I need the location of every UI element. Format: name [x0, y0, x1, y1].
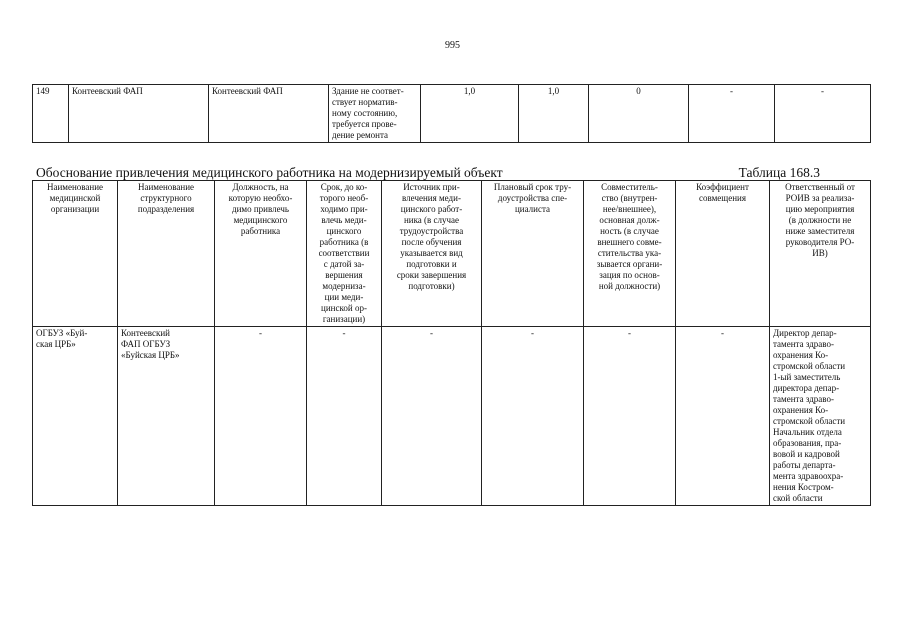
- header-line: цинской ор-: [321, 303, 367, 313]
- unit-name: Контеевский ФАП: [209, 85, 329, 143]
- header-line: (в должности не: [788, 215, 852, 225]
- responsible-line: охранения Ко-: [773, 350, 829, 360]
- header-line: ганизации): [322, 314, 366, 324]
- header-line: Наименование: [137, 182, 195, 192]
- header-cell: [584, 181, 676, 327]
- planned-cell: -: [482, 327, 584, 506]
- header-line: торого необ-: [319, 193, 369, 203]
- header-line: организации: [50, 204, 100, 214]
- responsible-line: работы департа-: [773, 460, 836, 470]
- header-line: Плановый срок тру-: [493, 182, 572, 192]
- header-line: медицинского: [233, 215, 288, 225]
- header-line: совмещения: [699, 193, 746, 203]
- responsible-line: стромской области: [773, 361, 846, 371]
- header-line: руководителя РО-: [785, 237, 855, 247]
- header-cell: [382, 181, 482, 327]
- page-number: 995: [445, 40, 460, 51]
- header-line: цинского: [326, 226, 362, 236]
- header-line: цию мероприятия: [785, 204, 855, 214]
- header-cell: [215, 181, 307, 327]
- unit-line: Контеевский: [121, 328, 170, 338]
- combination-cell: -: [584, 327, 676, 506]
- header-line: ной должности): [598, 281, 661, 291]
- table-row: [33, 85, 871, 143]
- responsible-line: тамента здраво-: [773, 394, 834, 404]
- unit-line: ФАП ОГБУЗ: [121, 339, 171, 349]
- header-line: Должность, на: [232, 182, 289, 192]
- header-line: сроки завершения: [396, 270, 467, 280]
- position-cell: -: [215, 327, 307, 506]
- header-line: ность (в случае: [600, 226, 659, 236]
- header-line: димо привлечь: [232, 204, 289, 214]
- responsible-line: Начальник отдела: [773, 427, 842, 437]
- header-line: работника (в: [319, 237, 369, 247]
- org-name: Контеевский ФАП: [69, 85, 209, 143]
- org-cell: [33, 327, 118, 506]
- header-line: указывается вид: [400, 248, 463, 258]
- coefficient-cell: -: [676, 327, 770, 506]
- header-line: трудоустройства: [399, 226, 464, 236]
- unit-line: «Буйская ЦРБ»: [121, 350, 180, 360]
- responsible-line: тамента здраво-: [773, 339, 834, 349]
- header-line: медицинской: [49, 193, 101, 203]
- responsible-line: Директор депар-: [773, 328, 837, 338]
- reason-line: требуется прове-: [332, 119, 397, 129]
- responsible-line: стромской области: [773, 416, 846, 426]
- value-cell: -: [689, 85, 775, 143]
- responsible-line: нения Костром-: [773, 482, 834, 492]
- responsible-line: 1-ый заместитель: [773, 372, 841, 382]
- responsible-line: вовой и кадровой: [773, 449, 840, 459]
- header-line: ника (в случае: [403, 215, 460, 225]
- reason-line: ствует норматив-: [332, 97, 398, 107]
- responsible-line: охранения Ко-: [773, 405, 829, 415]
- header-line: зация по основ-: [599, 270, 660, 280]
- header-line: доустройства спе-: [497, 193, 568, 203]
- header-line: Ответственный от: [785, 182, 855, 192]
- main-table: [32, 180, 871, 506]
- header-line: нее/внешнее),: [602, 204, 657, 214]
- source-cell: -: [382, 327, 482, 506]
- header-line: модерниза-: [322, 281, 366, 291]
- responsible-line: мента здравоохра-: [773, 471, 844, 481]
- header-line: ИВ): [812, 248, 828, 258]
- table-row: [33, 327, 871, 506]
- responsible-cell: [770, 327, 871, 506]
- header-line: влечения меди-: [402, 193, 461, 203]
- top-table: [32, 84, 871, 143]
- reason-cell: [329, 85, 421, 143]
- header-cell: [118, 181, 215, 327]
- header-line: структурного: [140, 193, 192, 203]
- value-cell: 1,0: [421, 85, 519, 143]
- header-cell: [307, 181, 382, 327]
- header-cell: [482, 181, 584, 327]
- value-cell: 1,0: [519, 85, 589, 143]
- header-line: работника: [240, 226, 281, 236]
- header-line: которую необхо-: [228, 193, 293, 203]
- header-line: влечь меди-: [321, 215, 367, 225]
- header-line: ции меди-: [324, 292, 364, 302]
- header-cell: [676, 181, 770, 327]
- header-line: ство (внутрен-: [601, 193, 658, 203]
- header-line: вершения: [325, 270, 363, 280]
- responsible-line: ской области: [773, 493, 823, 503]
- table-label: Таблица 168.3: [738, 165, 820, 180]
- header-line: Коэффициент: [696, 182, 749, 192]
- header-line: основная долж-: [599, 215, 660, 225]
- deadline-cell: -: [307, 327, 382, 506]
- header-cell: [770, 181, 871, 327]
- header-line: Срок, до ко-: [320, 182, 368, 192]
- row-number: 149: [33, 85, 69, 143]
- header-line: Источник при-: [403, 182, 460, 192]
- header-line: подготовки): [408, 281, 455, 291]
- header-line: циалиста: [514, 204, 551, 214]
- header-cell: [33, 181, 118, 327]
- responsible-line: директора депар-: [773, 383, 840, 393]
- header-line: после обучения: [401, 237, 462, 247]
- org-line: ОГБУЗ «Буй-: [36, 328, 88, 338]
- reason-line: ному состоянию,: [332, 108, 398, 118]
- header-line: Совместитель-: [601, 182, 658, 192]
- header-line: внешнего совме-: [597, 237, 662, 247]
- caption-title: Обоснование привлечения медицинского работника на модернизируемый объект: [36, 165, 503, 180]
- header-line: Наименование: [46, 182, 104, 192]
- header-line: подразделения: [137, 204, 195, 214]
- header-line: ходимо при-: [320, 204, 368, 214]
- header-line: РОИВ за реализа-: [785, 193, 855, 203]
- header-row: [33, 181, 871, 327]
- header-line: ниже заместителя: [785, 226, 855, 236]
- reason-line: Здание не соответ-: [332, 86, 404, 96]
- header-line: стительства ука-: [597, 248, 662, 258]
- org-line: ская ЦРБ»: [36, 339, 76, 349]
- header-line: зывается органи-: [596, 259, 663, 269]
- unit-cell: [118, 327, 215, 506]
- value-cell: 0: [589, 85, 689, 143]
- header-line: подготовки и: [406, 259, 457, 269]
- header-line: соответствии: [318, 248, 370, 258]
- header-line: цинского работ-: [400, 204, 463, 214]
- header-line: с датой за-: [323, 259, 365, 269]
- table-caption: [36, 165, 870, 180]
- reason-line: дение ремонта: [332, 130, 388, 140]
- responsible-line: образования, пра-: [773, 438, 842, 448]
- value-cell: -: [775, 85, 871, 143]
